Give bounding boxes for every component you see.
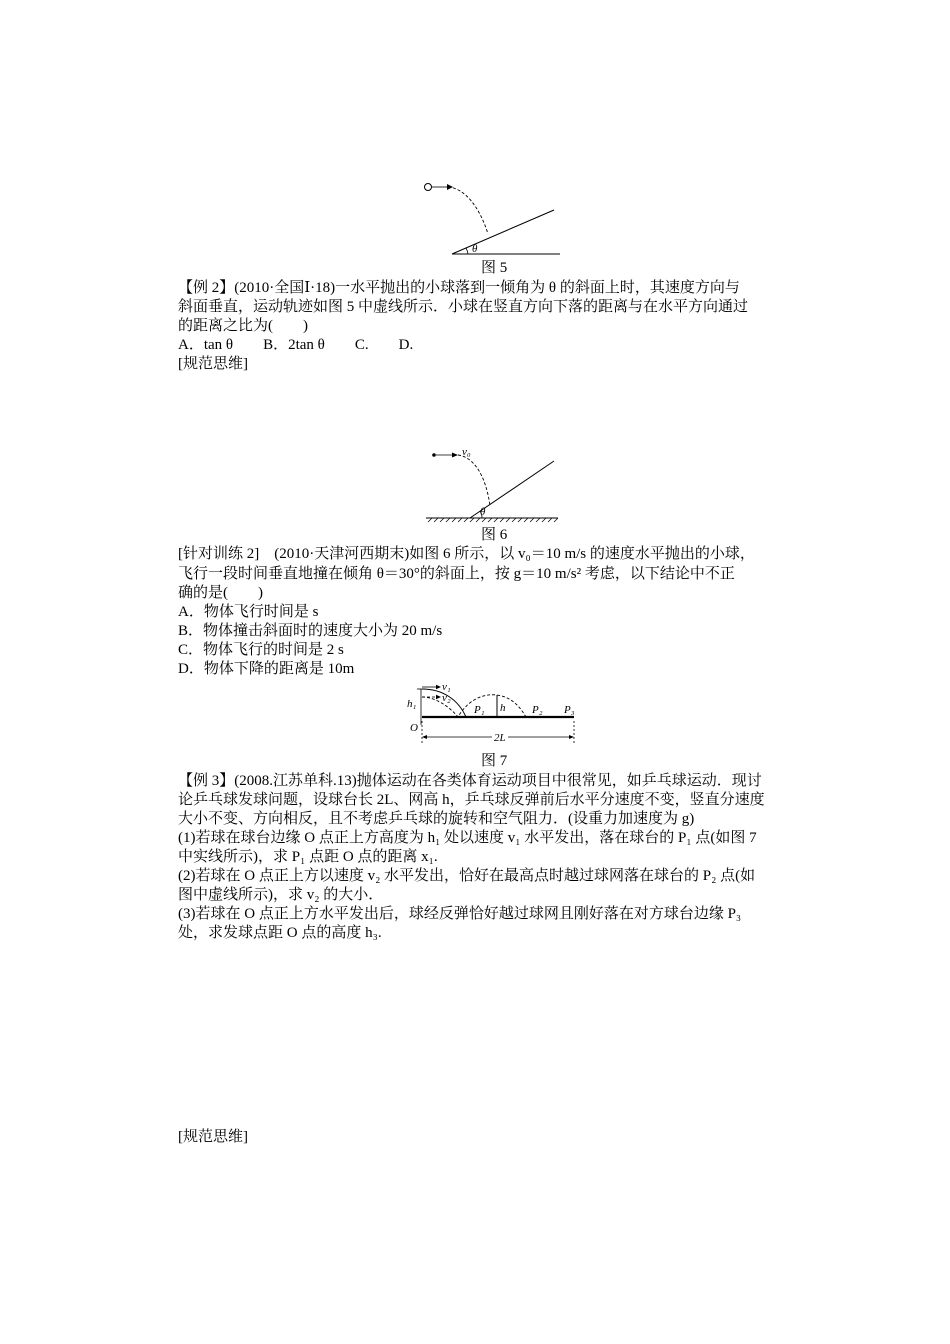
fig6-ground-hatch bbox=[428, 518, 558, 522]
fig5-caption: 图 5 bbox=[481, 260, 508, 276]
example3-line1: 【例 3】(2008.江苏单科.13)抛体运动在各类体育运动项目中很常见，如乒乓球运动．现讨 bbox=[178, 773, 762, 789]
fig7-caption: 图 7 bbox=[481, 753, 508, 769]
fig7-h-label: h bbox=[500, 702, 506, 714]
example3-q3-line2: 处，求发球点距 O 点的高度 h₃. bbox=[178, 925, 382, 941]
example3-q2-line1: (2)若球在 O 点正上方以速度 v₂ 水平发出，恰好在最高点时越过球网落在球台的 P₂ 点(如 bbox=[178, 868, 756, 884]
fig7-v2-label: v₂ bbox=[442, 692, 451, 704]
practice2-line3: 确的是( ) bbox=[178, 585, 263, 601]
example3-line3: 大小不变、方向相反，且不考虑乒乓球的旋转和空气阻力．(设重力加速度为 g) bbox=[178, 811, 695, 827]
example3-line2: 论乒乓球发球问题，设球台长 2L、网高 h，乒乓球反弹前后水平分速度不变，竖直分速度 bbox=[178, 792, 765, 808]
practice2-line1: [针对训练 2] (2010·天津河西期末)如图 6 所示，以 v₀＝10 m/s 的速度水平抛出的小球， bbox=[178, 546, 755, 562]
figure-5 bbox=[420, 178, 570, 260]
example2-line3: 的距离之比为( ) bbox=[178, 318, 308, 334]
practice2-option-d: D．物体下降的距离是 10m bbox=[178, 661, 355, 677]
fig7-h1-label: h₁ bbox=[407, 698, 417, 710]
example2-line2: 斜面垂直，运动轨迹如图 5 中虚线所示．小球在竖直方向下落的距离与在水平方向通过 bbox=[178, 299, 749, 315]
example2-section-label: [规范思维] bbox=[178, 356, 248, 372]
fig7-2l-label: 2L bbox=[494, 732, 506, 744]
example3-q2-line2: 图中虚线所示)，求 v₂ 的大小． bbox=[178, 887, 384, 903]
fig5-theta: θ bbox=[472, 243, 478, 255]
example2-options: A．tan θ B．2tan θ C. D. bbox=[178, 337, 414, 353]
figure-6 bbox=[422, 446, 562, 526]
example3-q3-line1: (3)若球在 O 点正上方水平发出后，球经反弹恰好越过球网且刚好落在对方球台边缘 P₃ bbox=[178, 906, 742, 922]
fig6-caption: 图 6 bbox=[481, 527, 508, 543]
practice2-option-a: A．物体飞行时间是 s bbox=[178, 604, 319, 620]
fig7-v1-label: v₁ bbox=[442, 681, 451, 693]
example3-section-label: [规范思维] bbox=[178, 1129, 248, 1145]
example2-line1: 【例 2】(2010·全国Ⅰ·18)一水平抛出的小球落到一倾角为 θ 的斜面上时，其速度方向与 bbox=[178, 280, 740, 296]
fig7-p1-label: P₁ bbox=[474, 704, 485, 716]
fig6-theta: θ bbox=[480, 506, 486, 518]
fig7-o-label: O bbox=[410, 722, 418, 734]
fig6-v0-label: v₀ bbox=[462, 446, 471, 458]
fig7-p3-label: P₃ bbox=[564, 704, 575, 716]
fig7-p2-label: P₂ bbox=[532, 704, 543, 716]
practice2-option-c: C．物体飞行的时间是 2 s bbox=[178, 642, 344, 658]
practice2-option-b: B．物体撞击斜面时的速度大小为 20 m/s bbox=[178, 623, 443, 639]
figure-7 bbox=[404, 679, 584, 751]
example3-q1-line1: (1)若球在球台边缘 O 点正上方高度为 h₁ 处以速度 v₁ 水平发出，落在球台的 P₁ 点(如图 7 bbox=[178, 830, 757, 846]
practice2-line2: 飞行一段时间垂直地撞在倾角 θ＝30°的斜面上，按 g＝10 m/s² 考虑，以下结论中不正 bbox=[178, 566, 735, 582]
example3-q1-line2: 中实线所示)，求 P₁ 点距 O 点的距离 x₁. bbox=[178, 849, 438, 865]
